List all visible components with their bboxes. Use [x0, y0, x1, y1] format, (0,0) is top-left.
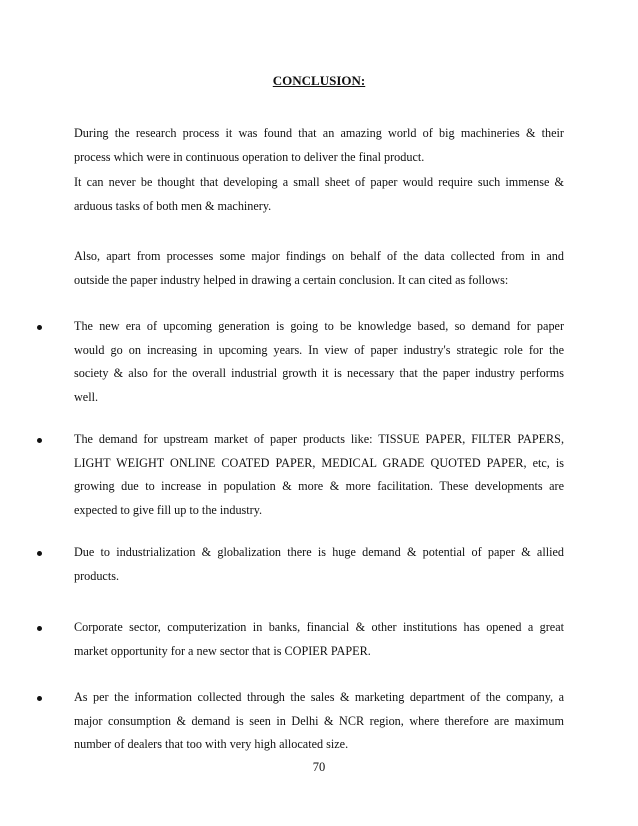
bullet-item-1 [74, 315, 564, 409]
bullet-item-5 [74, 686, 564, 757]
paragraph-line: As per the information collected through the sales & marketing department of the company, a [74, 690, 564, 704]
paragraph-line: growing due to increase in population & more & more facilitation. These developments are [74, 479, 564, 493]
paragraph-line: During the research process it was found that an amazing world of big machineries & their [74, 126, 564, 140]
bullet-icon [36, 695, 44, 703]
bullet-icon [36, 324, 44, 332]
paragraph-line: well. [74, 389, 99, 404]
paragraph-line: Corporate sector, computerization in banks, financial & other institutions has opened a great [74, 620, 564, 634]
bullet-icon [36, 550, 44, 558]
bullet-icon [36, 625, 44, 633]
paragraph-line: number of dealers that too with very high allocated size. [74, 737, 349, 751]
paragraph-line: major consumption & demand is seen in Delhi & NCR region, where therefore are maximum [74, 713, 564, 728]
bullet-item-3 [74, 541, 564, 588]
paragraph-line: It can never be thought that developing a small sheet of paper would require such immense & [74, 175, 564, 189]
paragraph-line: The new era of upcoming generation is going to be knowledge based, so demand for paper [74, 319, 564, 333]
paragraph-line: arduous tasks of both men & machinery. [74, 198, 272, 213]
paragraph-line: LIGHT WEIGHT ONLINE COATED PAPER, MEDICAL GRADE QUOTED PAPER, etc, is [74, 455, 564, 470]
page-number: 70 [312, 760, 326, 774]
paragraph-line: Also, apart from processes some major findings on behalf of the data collected from in and [74, 249, 564, 263]
paragraph-line: Due to industrialization & globalization there is huge demand & potential of paper & allied [74, 545, 564, 559]
paragraph-line: outside the paper industry helped in drawing a certain conclusion. It can cited as follows: [74, 272, 509, 287]
bullet-icon [36, 437, 44, 445]
intro-paragraph-2 [74, 171, 564, 218]
paragraph-line: The demand for upstream market of paper products like: TISSUE PAPER, FILTER PAPERS, [74, 432, 564, 446]
paragraph-line: market opportunity for a new sector that is COPIER PAPER. [74, 643, 371, 658]
paragraph-line: products. [74, 568, 120, 583]
bullet-item-4 [74, 616, 564, 663]
page-title: CONCLUSION: [272, 73, 366, 88]
paragraph-line: would go on increasing in upcoming years. In view of paper industry's strategic role for the [74, 342, 564, 357]
paragraph-line: society & also for the overall industrial growth it is necessary that the paper industry performs [74, 366, 564, 380]
paragraph-line: process which were in continuous operation to deliver the final product. [74, 149, 425, 164]
intro-paragraph-3 [74, 245, 564, 292]
intro-paragraph-1 [74, 122, 564, 169]
bullet-item-2 [74, 428, 564, 522]
paragraph-line: expected to give fill up to the industry. [74, 502, 263, 517]
